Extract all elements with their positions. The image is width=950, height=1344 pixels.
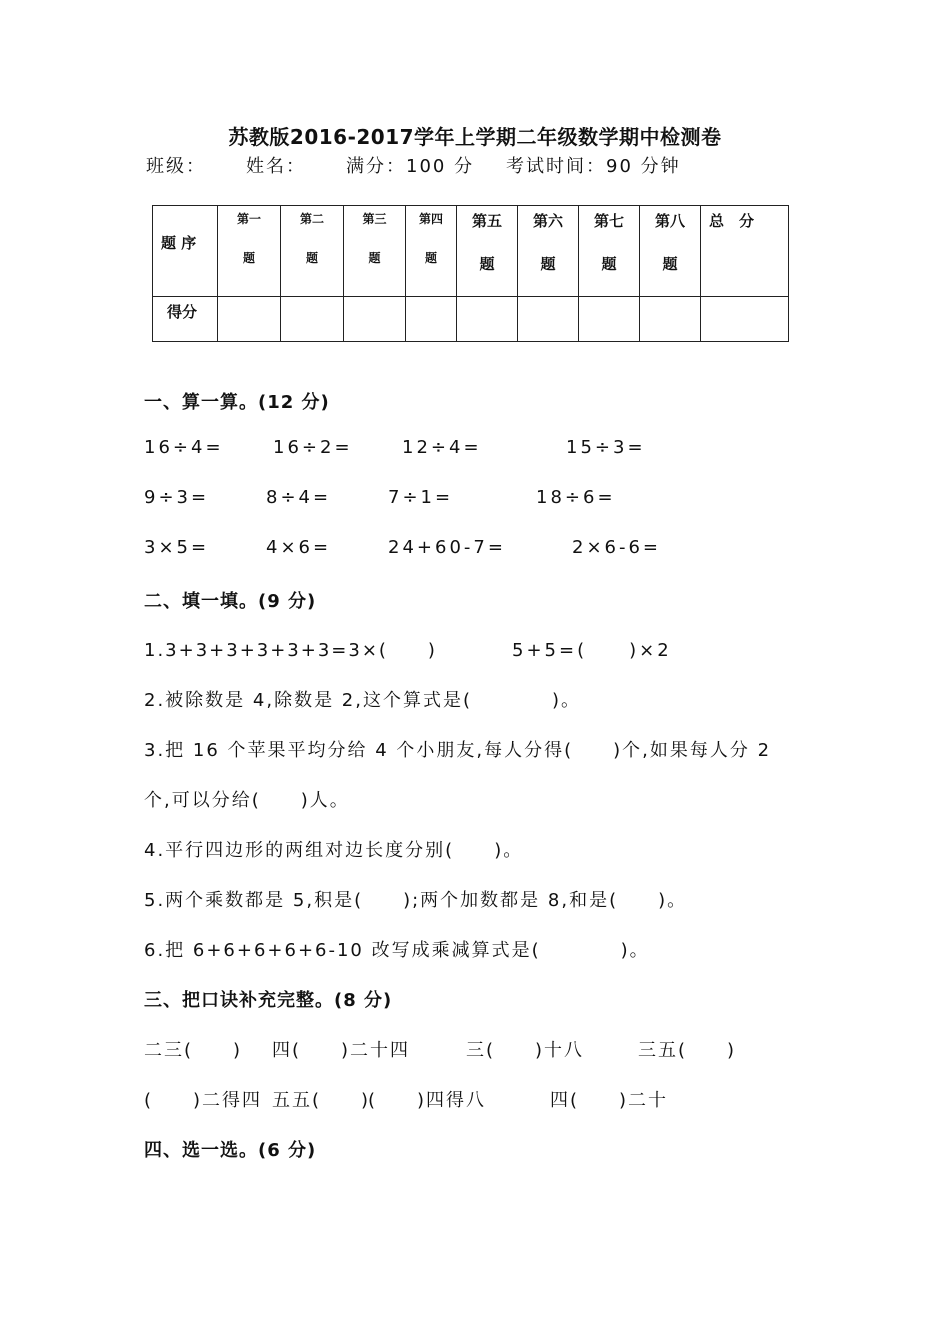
calc-item: 9÷3=: [144, 487, 210, 508]
question-1b: 5+5=( )×2: [512, 640, 672, 661]
question-3-line2: 个,可以分给( )人。: [144, 790, 350, 811]
score-table: [152, 205, 789, 342]
mnemonic-item: 二三( ): [144, 1040, 243, 1061]
column-header-2: 第二 题: [281, 206, 344, 297]
calc-item: 8÷4=: [266, 487, 332, 508]
full-score: 满分：100 分: [346, 156, 475, 177]
section2-heading: 二、填一填。(9 分): [144, 591, 317, 612]
calc-item: 12÷4=: [402, 437, 482, 458]
column-header-7: 第七 题: [579, 206, 640, 297]
question-1a: 1.3+3+3+3+3+3=3×( ): [144, 640, 437, 661]
calc-item: 15÷3=: [566, 437, 646, 458]
score-cell[interactable]: [344, 297, 406, 342]
calc-item: 16÷2=: [273, 437, 353, 458]
row-label-score: 得分: [153, 297, 218, 342]
question-2: 2.被除数是 4,除数是 2,这个算式是( )。: [144, 690, 582, 711]
calc-item: 18÷6=: [536, 487, 616, 508]
score-cell[interactable]: [518, 297, 579, 342]
question-5: 5.两个乘数都是 5,积是( );两个加数都是 8,和是( )。: [144, 890, 688, 911]
section4-heading: 四、选一选。(6 分): [144, 1140, 317, 1161]
question-4: 4.平行四边形的两组对边长度分别( )。: [144, 840, 524, 861]
question-3-line1: 3.把 16 个苹果平均分给 4 个小朋友,每人分得( )个,如果每人分 2: [144, 740, 772, 761]
class-label: 班级：: [146, 156, 206, 177]
mnemonic-item: 四( )二十: [550, 1090, 669, 1111]
column-header-3: 第三 题: [344, 206, 406, 297]
column-header-total: 总 分: [701, 206, 789, 297]
mnemonic-item: ( )二得四: [144, 1090, 263, 1111]
score-cell[interactable]: [579, 297, 640, 342]
calc-item: 16÷4=: [144, 437, 224, 458]
column-header-5: 第五 题: [457, 206, 518, 297]
column-header-4: 第四 题: [406, 206, 457, 297]
calc-item: 4×6=: [266, 537, 332, 558]
score-cell-total[interactable]: [701, 297, 789, 342]
section3-heading: 三、把口诀补充完整。(8 分): [144, 990, 393, 1011]
calc-item: 3×5=: [144, 537, 210, 558]
column-header-8: 第八 题: [640, 206, 701, 297]
mnemonic-item: 三五( ): [638, 1040, 737, 1061]
exam-time: 考试时间：90 分钟: [506, 156, 681, 177]
column-header-6: 第六 题: [518, 206, 579, 297]
calc-item: 2×6-6=: [572, 537, 662, 558]
name-label: 姓名：: [246, 156, 306, 177]
score-cell[interactable]: [640, 297, 701, 342]
section1-heading: 一、算一算。(12 分): [144, 392, 330, 413]
score-cell[interactable]: [406, 297, 457, 342]
question-6: 6.把 6+6+6+6+6-10 改写成乘减算式是( )。: [144, 940, 650, 961]
mnemonic-item: 五五( ): [272, 1090, 371, 1111]
row-label-order: 题 序: [153, 206, 218, 297]
column-header-1: 第一 题: [218, 206, 281, 297]
calc-item: 24+60-7=: [388, 537, 506, 558]
score-cell[interactable]: [281, 297, 344, 342]
calc-item: 7÷1=: [388, 487, 454, 508]
mnemonic-item: 三( )十八: [466, 1040, 585, 1061]
mnemonic-item: ( )四得八: [368, 1090, 487, 1111]
score-cell[interactable]: [218, 297, 281, 342]
mnemonic-item: 四( )二十四: [272, 1040, 411, 1061]
page-title: 苏教版2016-2017学年上学期二年级数学期中检测卷: [228, 125, 722, 149]
score-cell[interactable]: [457, 297, 518, 342]
